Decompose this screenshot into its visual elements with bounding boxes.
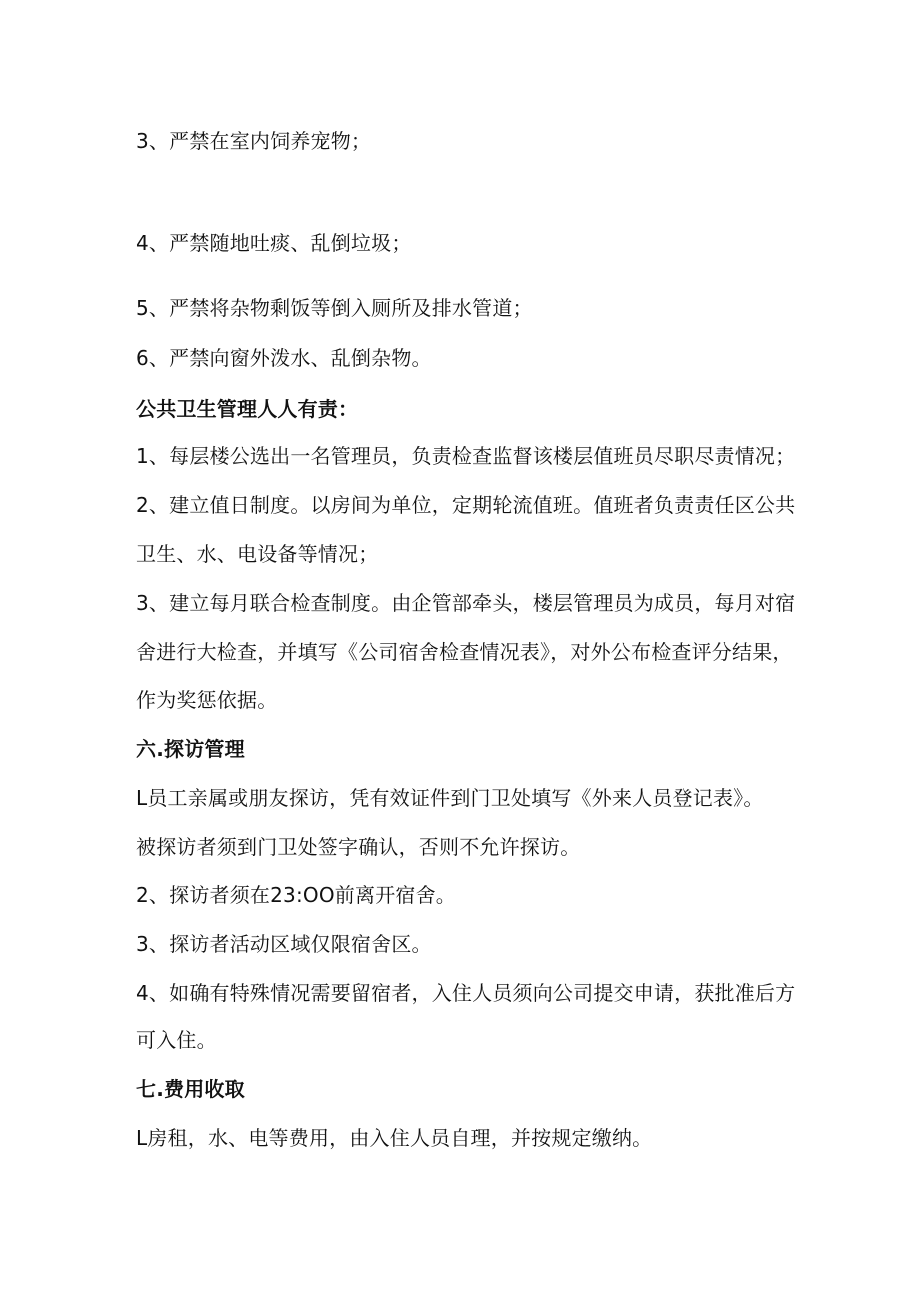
visit-line-1b: 被探访者须到门卫处签字确认，否则不允许探访。 — [136, 835, 581, 859]
visit-line-1a: L员工亲属或朋友探访，凭有效证件到门卫处填写《外来人员登记表》。 — [136, 786, 764, 810]
fee-line-1: L房租，水、电等费用，由入住人员自理，并按规定缴纳。 — [136, 1126, 653, 1150]
hygiene-line-3c: 作为奖惩依据。 — [136, 688, 278, 712]
rule-line-4-spitting: 4、严禁随地吐痰、乱倒垃圾； — [136, 231, 412, 255]
hygiene-line-1: 1、每层楼公选出一名管理员，负责检查监督该楼层值班员尽职尽责情况； — [136, 444, 796, 468]
hygiene-line-2b: 卫生、水、电设备等情况； — [136, 542, 379, 566]
section-heading-visits: 六.探访管理 — [136, 737, 245, 761]
visit-line-4b: 可入住。 — [136, 1028, 217, 1052]
rule-line-6-window: 6、严禁向窗外泼水、乱倒杂物。 — [136, 346, 432, 370]
visit-line-2: 2、探访者须在23:OO前离开宿舍。 — [136, 883, 456, 907]
section-heading-public-hygiene: 公共卫生管理人人有责： — [136, 397, 359, 421]
hygiene-line-3a: 3、建立每月联合检查制度。由企管部牵头，楼层管理员为成员，每月对宿 — [136, 591, 796, 615]
rule-line-3-pets: 3、严禁在室内饲养宠物； — [136, 129, 372, 153]
rule-line-5-drainage: 5、严禁将杂物剩饭等倒入厕所及排水管道； — [136, 296, 533, 320]
section-heading-fees: 七.费用收取 — [136, 1077, 245, 1101]
hygiene-line-2a: 2、建立值日制度。以房间为单位，定期轮流值班。值班者负责责任区公共 — [136, 493, 796, 517]
visit-line-4a: 4、如确有特殊情况需要留宿者，入住人员须向公司提交申请，获批准后方 — [136, 981, 796, 1005]
hygiene-line-3b: 舍进行大检查，并填写《公司宿舍检查情况表》，对外公布检查评分结果， — [136, 640, 793, 664]
visit-line-3: 3、探访者活动区域仅限宿舍区。 — [136, 932, 432, 956]
